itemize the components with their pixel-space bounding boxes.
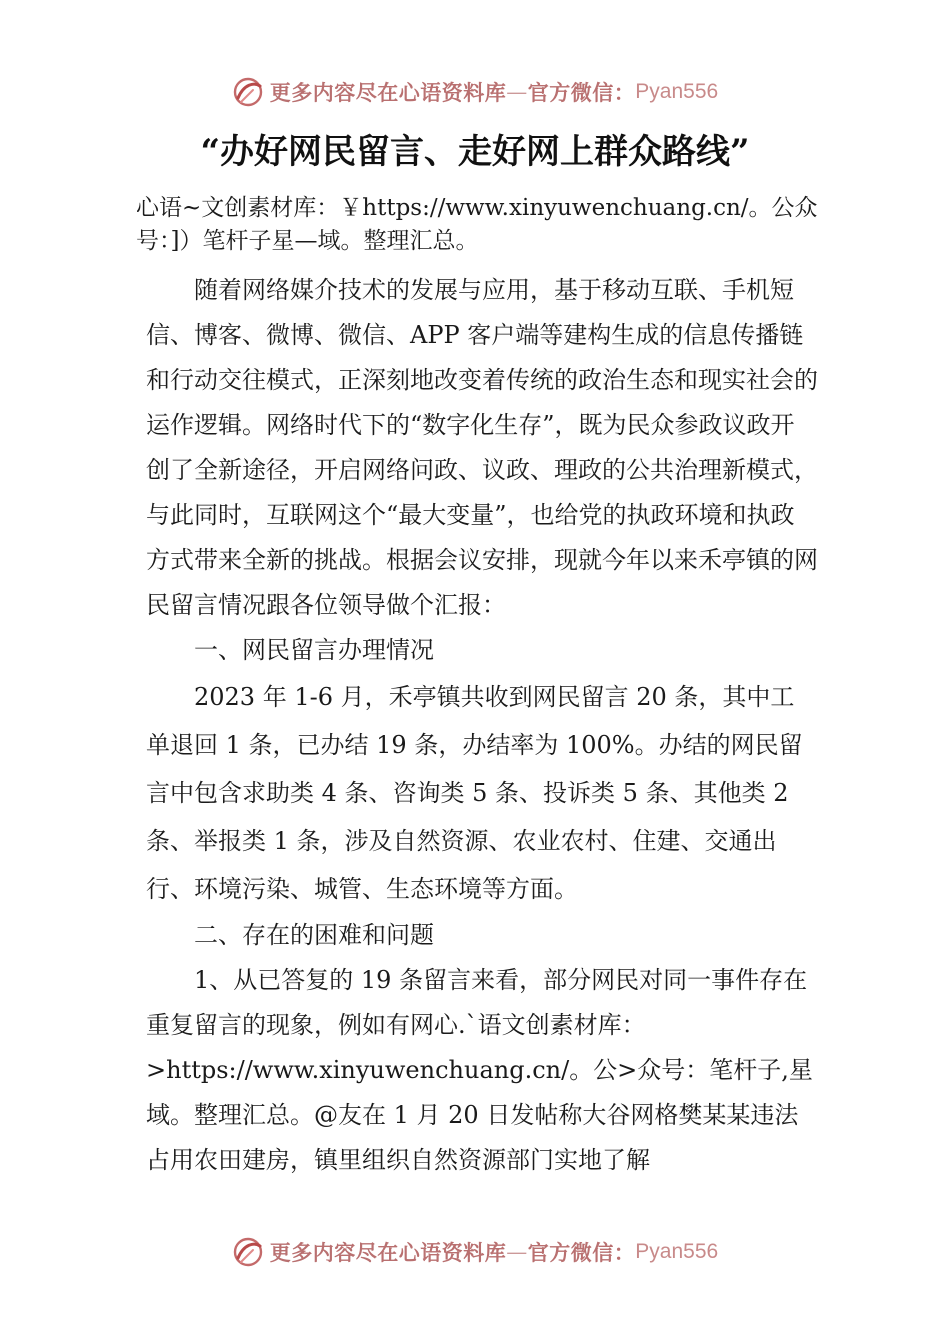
banner-text: 更多内容尽在心语资料库 (269, 80, 507, 105)
header-watermark-banner (0, 72, 950, 112)
banner-wechat-label: 官方微信： (527, 1240, 636, 1265)
section-1-paragraph: 2023 年 1-6 月，禾亭镇共收到网民留言 20 条，其中工单退回 1 条，已办结 19 条，办结率为 100%。办结的网民留言中包含求助类 4 条、咨询类 5 条、投诉类 5 条、其他类 2 条、举报类 1 条，涉及自然资源、农业农村、住建、交通出行、环境污染、城管、生态环境等方面。 (146, 683, 803, 903)
banner-wechat-id: Pyan556 (635, 80, 719, 103)
section-heading-1: 一、网民留言办理情况 (194, 636, 434, 664)
banner-dash: — (506, 80, 528, 104)
banner-wechat-id: Pyan556 (635, 1240, 719, 1263)
document-body (146, 268, 818, 1183)
intro-paragraph: 随着网络媒介技术的发展与应用，基于移动互联、手机短信、博客、微博、微信、APP 客户端等建构生成的信息传播链和行动交往模式，正深刻地改变着传统的政治生态和现实社会的运作逻辑。网络时代下的“数字化生存”，既为民众参政议政开创了全新途径，开启网络问政、议政、理政的公共治理新模式，与此同时，互联网这个“最大变量”，也给党的执政环境和执政方式带来全新的挑战。根据会议安排，现就今年以来禾亭镇的网民留言情况跟各位领导做个汇报： (146, 276, 818, 619)
footer-watermark-banner (0, 1232, 950, 1272)
banner-dash: — (506, 1240, 528, 1264)
brush-logo-icon (232, 1236, 264, 1268)
section-2-paragraph: 1、从已答复的 19 条留言来看，部分网民对同一事件存在重复留言的现象，例如有网心.`语文创素材库：>https://www.xinyuwenchuang.cn/。公>众号：笔杆子,星域。整理汇总。@友在 1 月 20 日发帖称大谷网格樊某某违法占用农田建房，镇里组织自然资源部门实地了解 (146, 966, 813, 1174)
banner-text: 更多内容尽在心语资料库 (269, 1240, 507, 1265)
source-note: 心语~文创素材库：￥https://www.xinyuwenchuang.cn/。公众号：]）笔杆子星—域。整理汇总。 (136, 195, 818, 254)
banner-wechat-label: 官方微信： (527, 80, 636, 105)
document-title: “办好网民留言、走好网上群众路线” (200, 132, 750, 172)
section-heading-2: 二、存在的困难和问题 (194, 921, 434, 949)
brush-logo-icon (232, 76, 264, 108)
